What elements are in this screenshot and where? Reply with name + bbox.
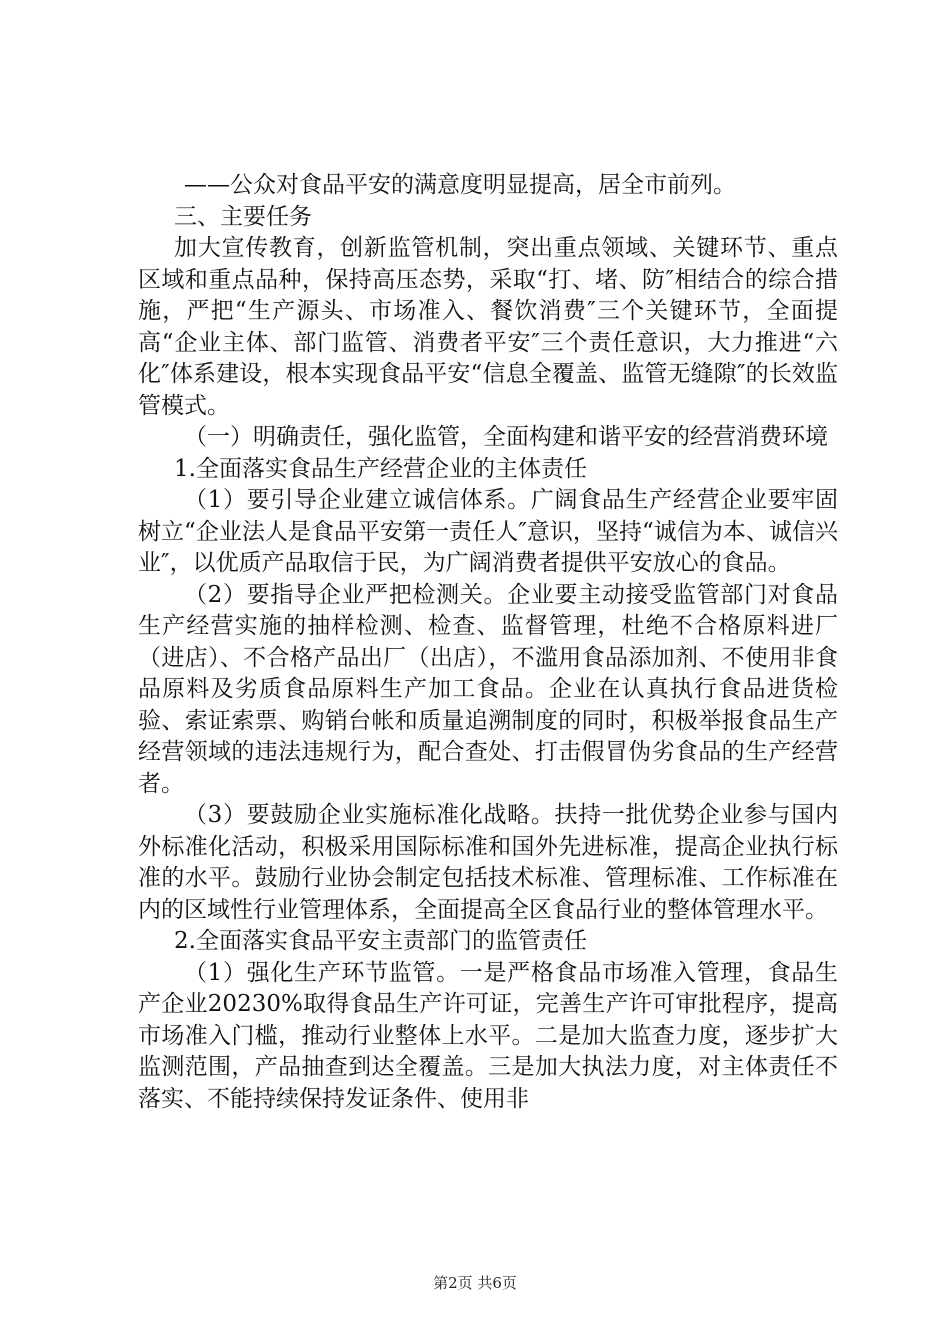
paragraph-standardization: （3）要鼓励企业实施标准化战略。扶持一批优势企业参与国内外标准化活动，积极采用国际标准和国外先进标准，提高企业执行标准的水平。鼓励行业协会制定包括技术标准、管理标准、工作标准在内的区域性行业管理体系，全面提高全区食品行业的整体管理水平。	[138, 802, 838, 923]
item-heading-department-responsibility: 2.全面落实食品平安主责部门的监管责任	[174, 928, 587, 954]
paragraph-public-satisfaction: ——公众对食品平安的满意度明显提高，居全市前列。	[184, 172, 736, 198]
item-heading-enterprise-responsibility: 1.全面落实食品生产经营企业的主体责任	[174, 455, 587, 482]
paragraph-integrity-system: （1）要引导企业建立诚信体系。广阔食品生产经营企业要牢固树立“企业法人是食品平安第一责任人″意识，坚持“诚信为本、诚信兴业″，以优质产品取信于民，为广阔消费者提供平安放心的食品。	[138, 487, 838, 576]
section-heading-main-tasks: 三、主要任务	[174, 203, 312, 230]
page-number-footer: 第2页 共6页	[433, 1274, 517, 1292]
document-body	[138, 170, 838, 1115]
paragraph-production-supervision: （1）强化生产环节监管。一是严格食品市场准入管理，食品生产企业20230%取得食品生产许可证，完善生产许可审批程序，提高市场准入门槛，推动行业整体上水平。二是加大监查力度，逐步扩大监测范围，产品抽查到达全覆盖。三是加大执法力度，对主体责任不落实、不能持续保持发证条件、使用非	[138, 959, 838, 1112]
paragraph-inspection: （2）要指导企业严把检测关。企业要主动接受监管部门对食品生产经营实施的抽样检测、检查、监督管理，杜绝不合格原料进厂（进店）、不合格产品出厂（出店），不滥用食品添加剂、不使用非食品原料及劣质食品原料生产加工食品。企业在认真执行食品进货检验、索证索票、购销台帐和质量追溯制度的同时，积极举报食品生产经营领域的违法违规行为，配合查处、打击假冒伪劣食品的生产经营者。	[138, 581, 838, 797]
subheading-responsibility: （一）明确责任，强化监管，全面构建和谐平安的经营消费环境	[184, 424, 828, 450]
paragraph-task-overview: 加大宣传教育，创新监管机制，突出重点领域、关键环节、重点区域和重点品种，保持高压态势，采取“打、堵、防″相结合的综合措施，严把“生产源头、市场准入、餐饮消费″三个关键环节，全面提高“企业主体、部门监管、消费者平安″三个责任意识，大力推进“六化″体系建设，根本实现食品平安“信息全覆盖、监管无缝隙″的长效监管模式。	[138, 235, 838, 419]
